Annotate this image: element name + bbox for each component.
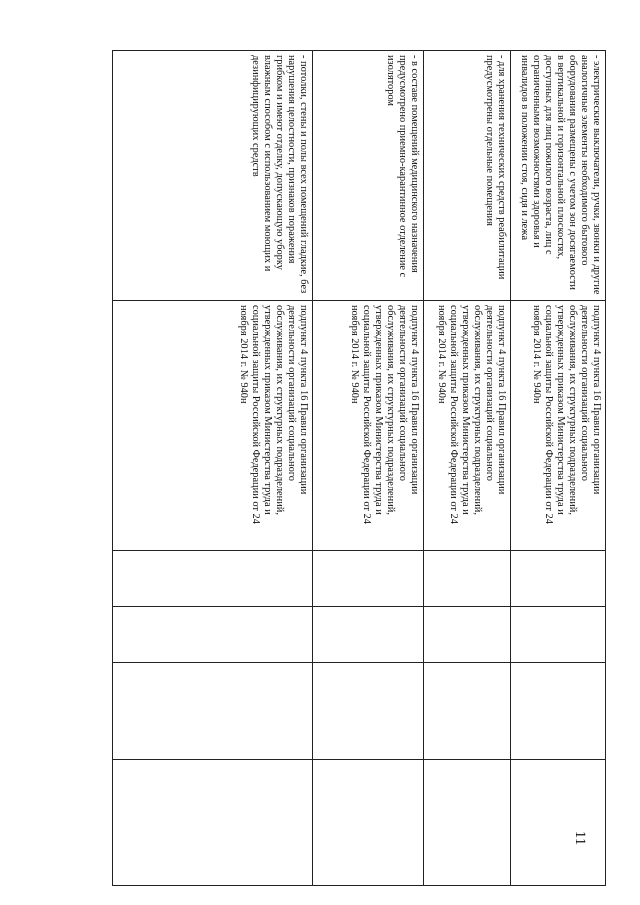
answer-no-cell: [113, 607, 313, 663]
table-row: [511, 51, 606, 886]
not-applicable-cell: [113, 663, 313, 760]
answer-yes-cell: [113, 551, 313, 607]
requirement-cell: - потолки, стены и полы всех помещений гладкие, без нарушения целостности, признаков поражения грибком и имеют отделку, допускающую уборку влажным способом с использованием моющих и дезинфицирующих средств: [113, 51, 313, 301]
requirement-cell: - в составе помещений медицинского назначения предусмотрено приемно-карантинное отделение с изолятором: [313, 51, 424, 301]
notes-cell: [511, 760, 606, 886]
table-row: [424, 51, 511, 886]
notes-cell: [313, 760, 424, 886]
requirement-cell: - для хранения технических средств реабилитации предусмотрены отдельные помещения: [424, 51, 511, 301]
not-applicable-cell: [511, 663, 606, 760]
answer-no-cell: [424, 607, 511, 663]
answer-yes-cell: [424, 551, 511, 607]
legal-basis-cell: подпункт 4 пункта 16 Правил организации деятельности организаций социального обслуживания, их структурных подразделений, утвержденных приказом Министерства труда и социальной защиты Российской Федерации от 24 ноября 2014 г. № 940н: [313, 301, 424, 551]
legal-basis-cell: подпункт 4 пункта 16 Правил организации деятельности организаций социального обслуживания, их структурных подразделений, утвержденных приказом Министерства труда и социальной защиты Российской Федерации от 24 ноября 2014 г. № 940н: [113, 301, 313, 551]
answer-yes-cell: [511, 551, 606, 607]
answer-no-cell: [511, 607, 606, 663]
table-row: [313, 51, 424, 886]
table-row: [113, 51, 313, 886]
checklist-table: [112, 50, 606, 886]
not-applicable-cell: [424, 663, 511, 760]
answer-yes-cell: [313, 551, 424, 607]
legal-basis-cell: подпункт 4 пункта 16 Правил организации деятельности организаций социального обслуживания, их структурных подразделений, утвержденных приказом Министерства труда и социальной защиты Российской Федерации от 24 ноября 2014 г. № 940н: [511, 301, 606, 551]
legal-basis-cell: подпункт 4 пункта 16 Правил организации деятельности организаций социального обслуживания, их структурных подразделений, утвержденных приказом Министерства труда и социальной защиты Российской Федерации от 24 ноября 2014 г. № 940н: [424, 301, 511, 551]
requirement-cell: - электрические выключатели, ручки, звонки и другие аналогичные элементы необходимого бытового оборудования размещены с учетом зон досягаемости в вертикальной и горизонтальной плоскостях, доступных для лиц пожилого возраста, лиц с ограниченными возможностями здоровья и инвалидов в положении стоя, сидя и лежа: [511, 51, 606, 301]
notes-cell: [424, 760, 511, 886]
checklist-table-sheet: [113, 50, 606, 885]
page-number: 11: [572, 830, 588, 846]
notes-cell: [113, 760, 313, 886]
not-applicable-cell: [313, 663, 424, 760]
answer-no-cell: [313, 607, 424, 663]
